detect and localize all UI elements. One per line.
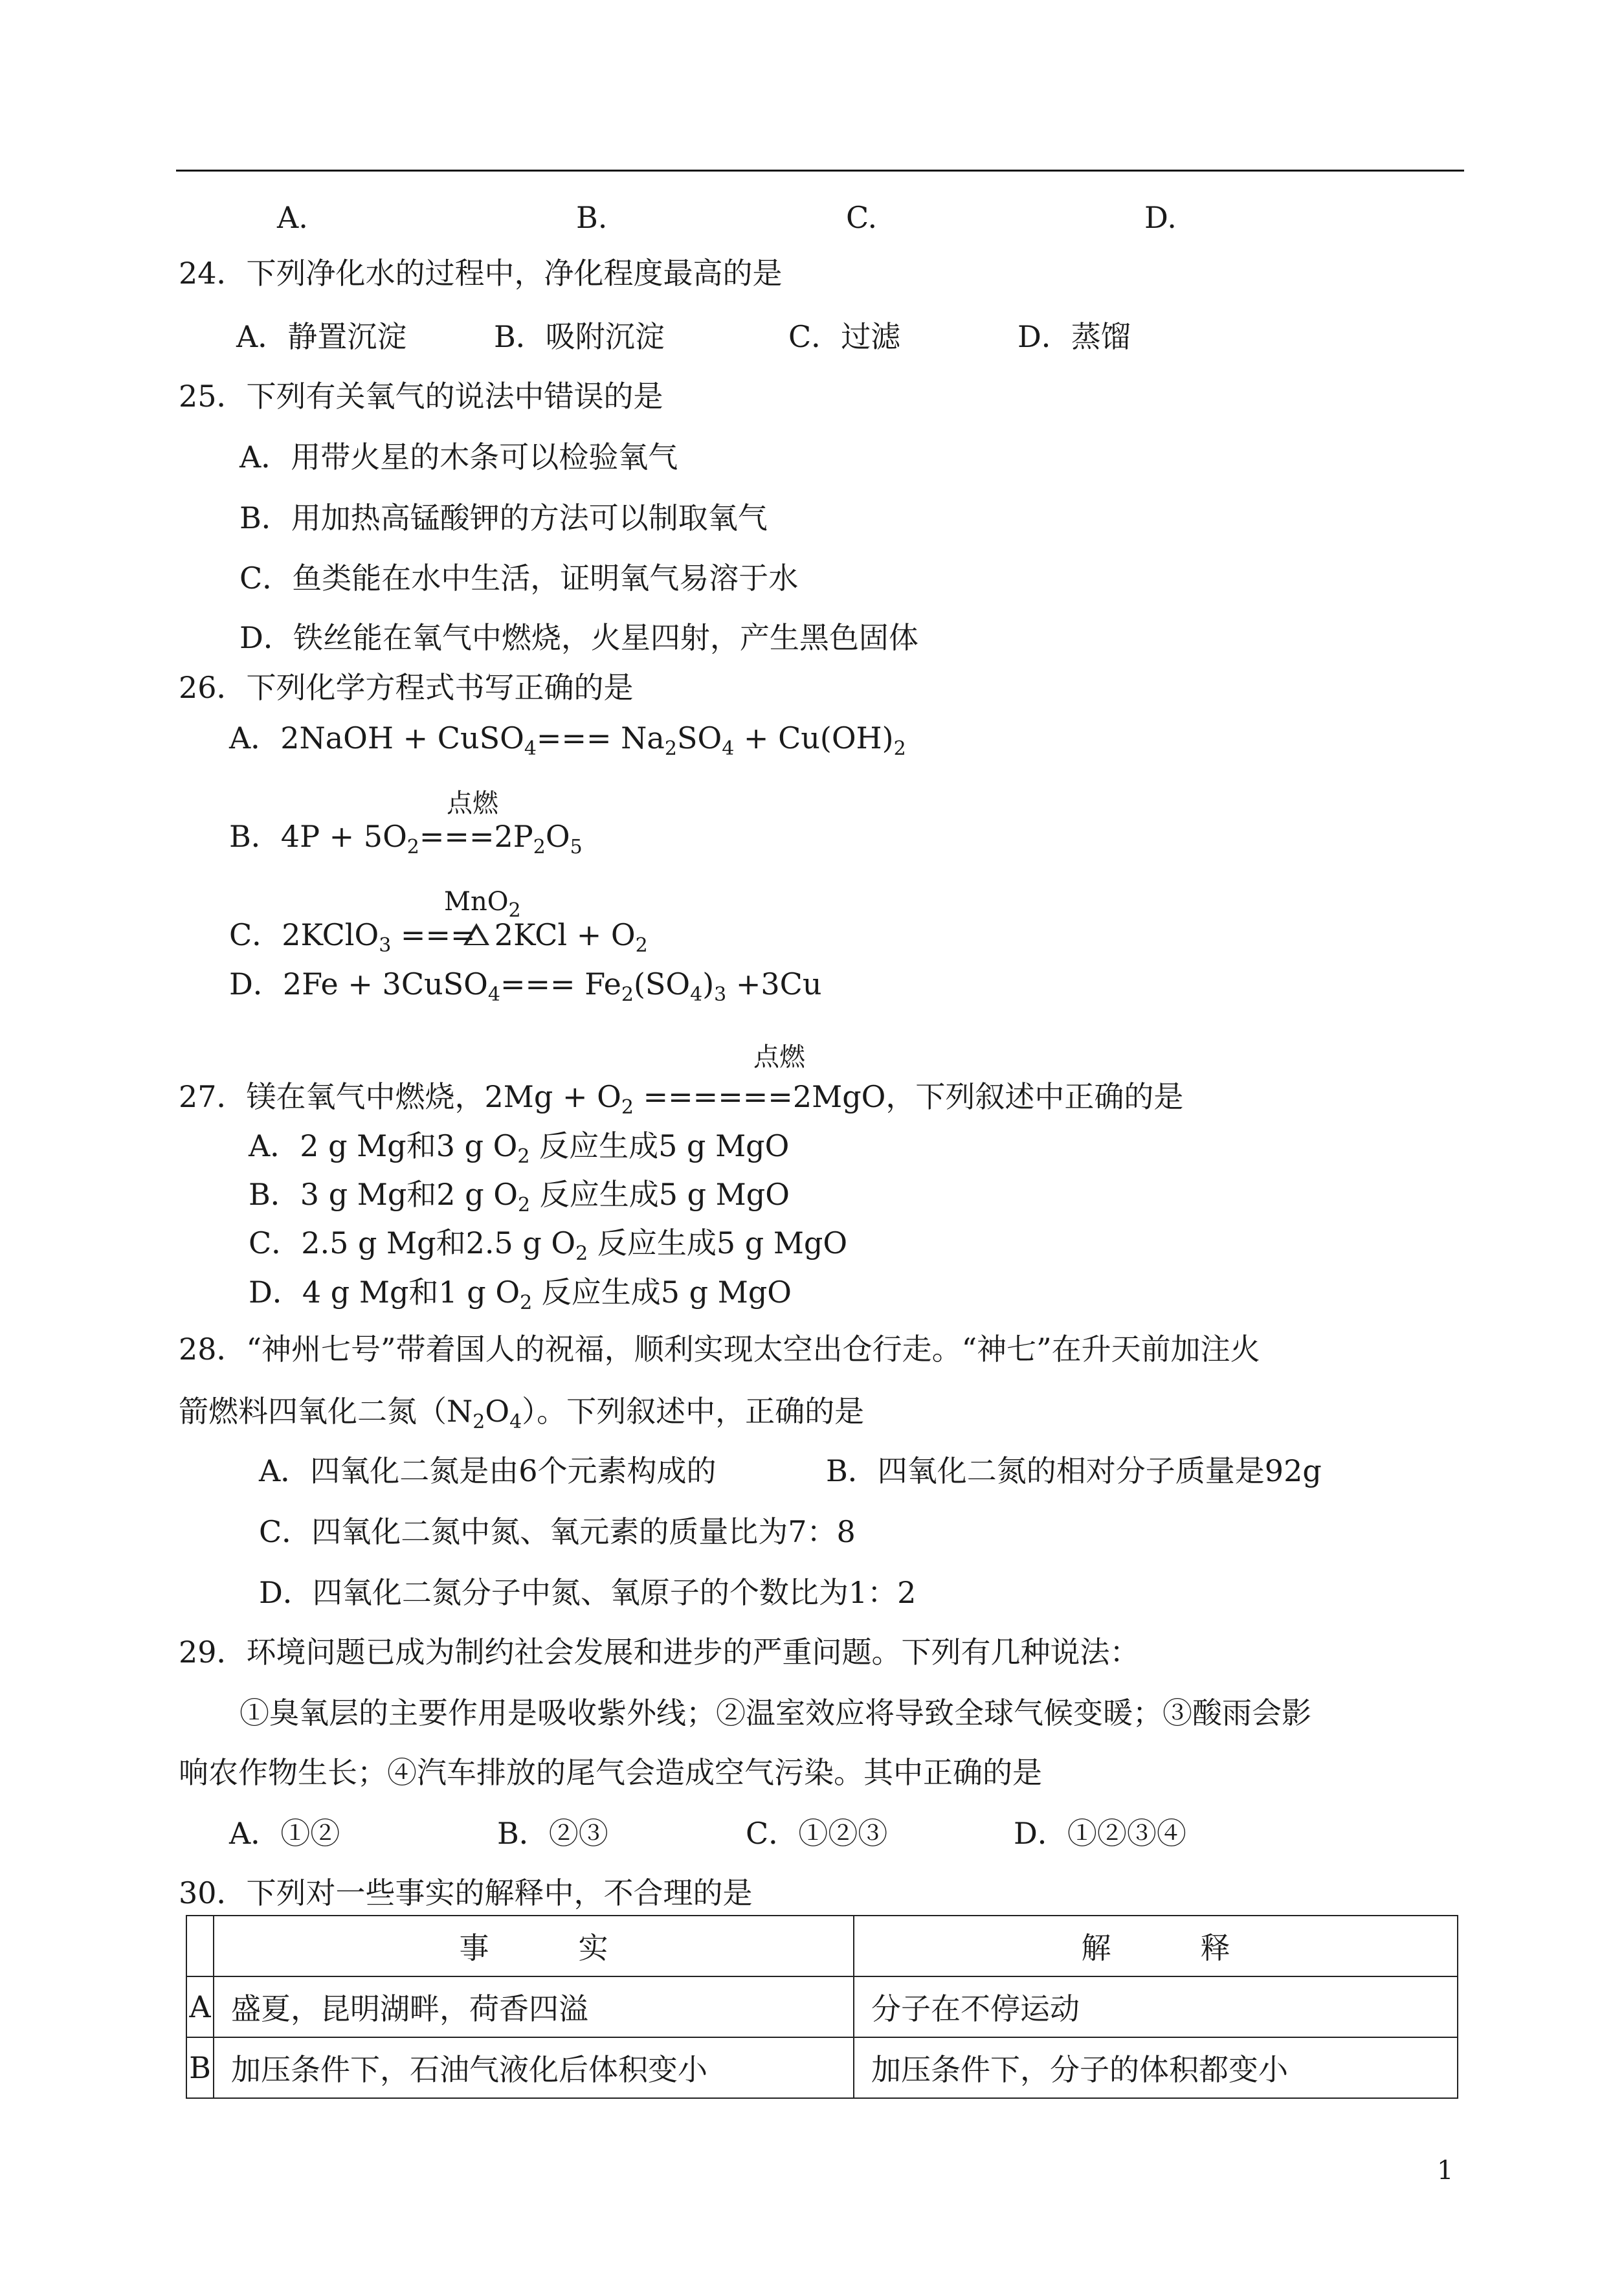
q26-ignite-condition: 点燃 bbox=[447, 789, 498, 818]
q26-catalyst: MnO$_2$ bbox=[444, 887, 521, 922]
table-cell: 分子在不停运动 bbox=[854, 1976, 1458, 2037]
q28-stem-line2: 箭燃料四氧化二氮$(N_2O_4)$。下列叙述中，正确的是 bbox=[179, 1394, 865, 1433]
q27-option-a: A．2 g Mg和3 g $O_2$ 反应生成5 g MgO bbox=[249, 1128, 790, 1168]
facts-table bbox=[186, 1915, 1458, 2099]
q28-option-a: A．四氧化二氮是由6个元素构成的 bbox=[259, 1453, 717, 1488]
q27-option-d: D．4 g Mg和1 g $O_2$ 反应生成5 g MgO bbox=[249, 1275, 792, 1314]
table-header-cell bbox=[186, 1916, 214, 1976]
q29-body-line2: 响农作物生长；④汽车排放的尾气会造成空气污染。其中正确的是 bbox=[179, 1755, 1042, 1790]
page-number: 1 bbox=[1437, 2156, 1454, 2186]
table-row bbox=[186, 1976, 1458, 2037]
q25-stem: 25．下列有关氧气的说法中错误的是 bbox=[179, 379, 663, 414]
q26-option-a: A．2NaOH + CuSO$_4$=== $Na_2SO_4 + Cu(OH)_2$ bbox=[229, 721, 906, 760]
q25-option-c: C．鱼类能在水中生活，证明氧气易溶于水 bbox=[239, 561, 799, 596]
table-cell: 盛夏，昆明湖畔，荷香四溢 bbox=[214, 1976, 854, 2037]
q26-stem: 26．下列化学方程式书写正确的是 bbox=[179, 670, 634, 705]
q28-stem-line1: 28．“神州七号”带着国人的祝福，顺利实现太空出仓行走。“神七”在升天前加注火 bbox=[179, 1332, 1260, 1367]
q27-option-b: B．3 g Mg和2 g $O_2$ 反应生成5 g MgO bbox=[249, 1177, 790, 1216]
q29-option-c: C．①②③ bbox=[746, 1816, 888, 1851]
table-header-row bbox=[186, 1916, 1458, 1976]
q29-option-d: D．①②③④ bbox=[1014, 1816, 1186, 1851]
q26-option-d: D．2Fe + 3CuSO$_4$=== $Fe_2(SO_4)_3 +3Cu$ bbox=[229, 967, 822, 1006]
top-option-c: C. bbox=[846, 200, 878, 235]
q29-stem: 29．环境问题已成为制约社会发展和进步的严重问题。下列有几种说法： bbox=[179, 1635, 1140, 1670]
top-option-b: B. bbox=[576, 200, 608, 235]
table-cell: B bbox=[186, 2037, 214, 2098]
header-rule bbox=[176, 170, 1464, 172]
q26-option-c: C．2KClO$_3$ === $2KCl + O_2$ bbox=[229, 917, 648, 957]
q24-stem: 24．下列净化水的过程中，净化程度最高的是 bbox=[179, 256, 783, 291]
q28-option-b: B．四氧化二氮的相对分子质量是92g bbox=[826, 1453, 1322, 1488]
table-header-cell: 解 释 bbox=[854, 1916, 1458, 1976]
q25-option-b: B．用加热高锰酸钾的方法可以制取氧气 bbox=[239, 500, 768, 535]
q26-option-b: B．$4P + 5O_2===2P_2O_5$ bbox=[229, 819, 583, 858]
top-option-d: D. bbox=[1144, 200, 1177, 235]
top-option-a: A. bbox=[277, 200, 308, 235]
q30-stem: 30．下列对一些事实的解释中，不合理的是 bbox=[179, 1875, 753, 1910]
q28-option-d: D．四氧化二氮分子中氮、氧原子的个数比为1：2 bbox=[259, 1575, 917, 1610]
q27-stem: 27．镁在氧气中燃烧，$2Mg + O_2 ======2MgO$，下列叙述中正确的是 bbox=[179, 1079, 1184, 1119]
q24-option-d: D．蒸馏 bbox=[1018, 319, 1131, 354]
table-cell: 加压条件下，分子的体积都变小 bbox=[854, 2037, 1458, 2098]
q27-option-c: C．2.5 g Mg和2.5 g $O_2$ 反应生成5 g MgO bbox=[249, 1225, 848, 1265]
q29-option-b: B．②③ bbox=[497, 1816, 608, 1851]
q24-option-c: C．过滤 bbox=[788, 319, 901, 354]
q27-condition: 点燃 bbox=[753, 1042, 805, 1072]
q28-option-c: C．四氧化二氮中氮、氧元素的质量比为7：8 bbox=[259, 1514, 856, 1549]
q29-body-line1: ①臭氧层的主要作用是吸收紫外线；②温室效应将导致全球气候变暖；③酸雨会影 bbox=[239, 1695, 1311, 1730]
q25-option-a: A．用带火星的木条可以检验氧气 bbox=[239, 440, 678, 475]
q29-option-a: A．①② bbox=[229, 1816, 340, 1851]
q24-option-b: B．吸附沉淀 bbox=[494, 319, 665, 354]
q24-option-a: A．静置沉淀 bbox=[236, 319, 407, 354]
q25-option-d: D．铁丝能在氧气中燃烧，火星四射，产生黑色固体 bbox=[239, 620, 918, 655]
table-cell: A bbox=[186, 1976, 214, 2037]
table-row bbox=[186, 2037, 1458, 2098]
table-cell: 加压条件下，石油气液化后体积变小 bbox=[214, 2037, 854, 2098]
table-header-cell: 事 实 bbox=[214, 1916, 854, 1976]
